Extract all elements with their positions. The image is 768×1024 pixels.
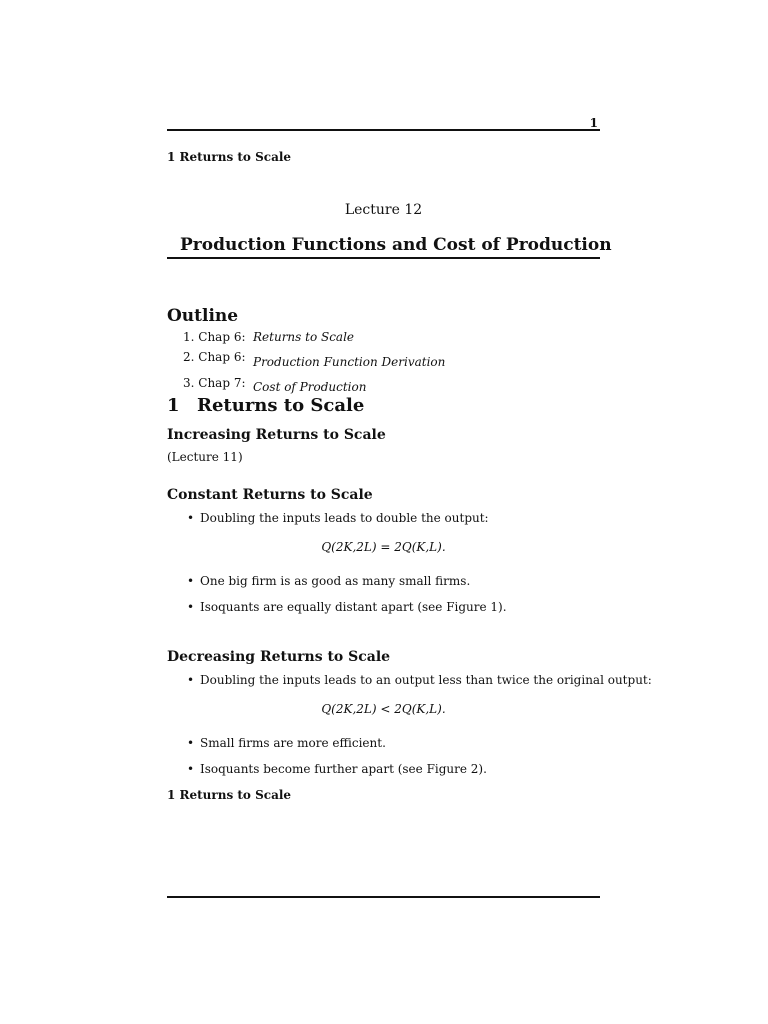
list-item	[187, 574, 470, 588]
bullet-icon: •	[187, 736, 195, 750]
bullet-icon: •	[187, 673, 195, 687]
page-title: Production Functions and Cost of Production	[180, 235, 612, 255]
section-number: 1	[167, 395, 180, 416]
outline-item	[183, 350, 446, 369]
outline-item	[183, 376, 367, 394]
list-item	[187, 736, 386, 750]
outline-chapter: 3. Chap 7:	[183, 376, 246, 390]
section-heading	[167, 395, 364, 416]
decreasing-returns-heading: Decreasing Returns to Scale	[167, 649, 391, 665]
outline-chapter: 1. Chap 6:	[183, 330, 246, 344]
outline-topic: Returns to Scale	[253, 330, 355, 344]
list-item-text: Doubling the inputs leads to double the output:	[200, 511, 489, 525]
bullet-icon: •	[187, 762, 195, 776]
outline-item	[183, 330, 354, 344]
list-item	[187, 600, 507, 614]
page-number: 1	[589, 116, 598, 130]
list-item	[187, 673, 652, 687]
decreasing-returns-equation: Q(2K,2L) < 2Q(K,L).	[321, 702, 446, 716]
list-item	[187, 762, 487, 776]
outline-topic: Production Function Derivation	[253, 355, 446, 369]
footer-rule	[167, 896, 600, 898]
constant-returns-heading: Constant Returns to Scale	[167, 487, 373, 503]
bullet-icon: •	[187, 600, 195, 614]
title-rule	[167, 257, 600, 259]
header-rule	[167, 129, 600, 131]
increasing-returns-heading: Increasing Returns to Scale	[167, 427, 386, 443]
bullet-icon: •	[187, 574, 195, 588]
list-item-text: Isoquants become further apart (see Figure 2).	[200, 762, 487, 776]
lecture-label: Lecture 12	[344, 202, 423, 218]
list-item-text: One big firm is as good as many small firms.	[200, 574, 471, 588]
bullet-icon: •	[187, 511, 195, 525]
outline-topic: Cost of Production	[253, 380, 367, 394]
list-item	[187, 511, 489, 525]
list-item-text: Doubling the inputs leads to an output less than twice the original output:	[200, 673, 652, 687]
increasing-returns-note: (Lecture 11)	[167, 450, 243, 464]
outline-chapter: 2. Chap 6:	[183, 350, 246, 364]
running-footer: 1 Returns to Scale	[167, 788, 292, 802]
list-item-text: Small firms are more efficient.	[200, 736, 386, 750]
section-title: Returns to Scale	[197, 395, 365, 416]
list-item-text: Isoquants are equally distant apart (see Figure 1).	[200, 600, 507, 614]
constant-returns-equation: Q(2K,2L) = 2Q(K,L).	[321, 540, 446, 554]
outline-heading: Outline	[167, 306, 239, 326]
running-header: 1 Returns to Scale	[167, 150, 292, 164]
